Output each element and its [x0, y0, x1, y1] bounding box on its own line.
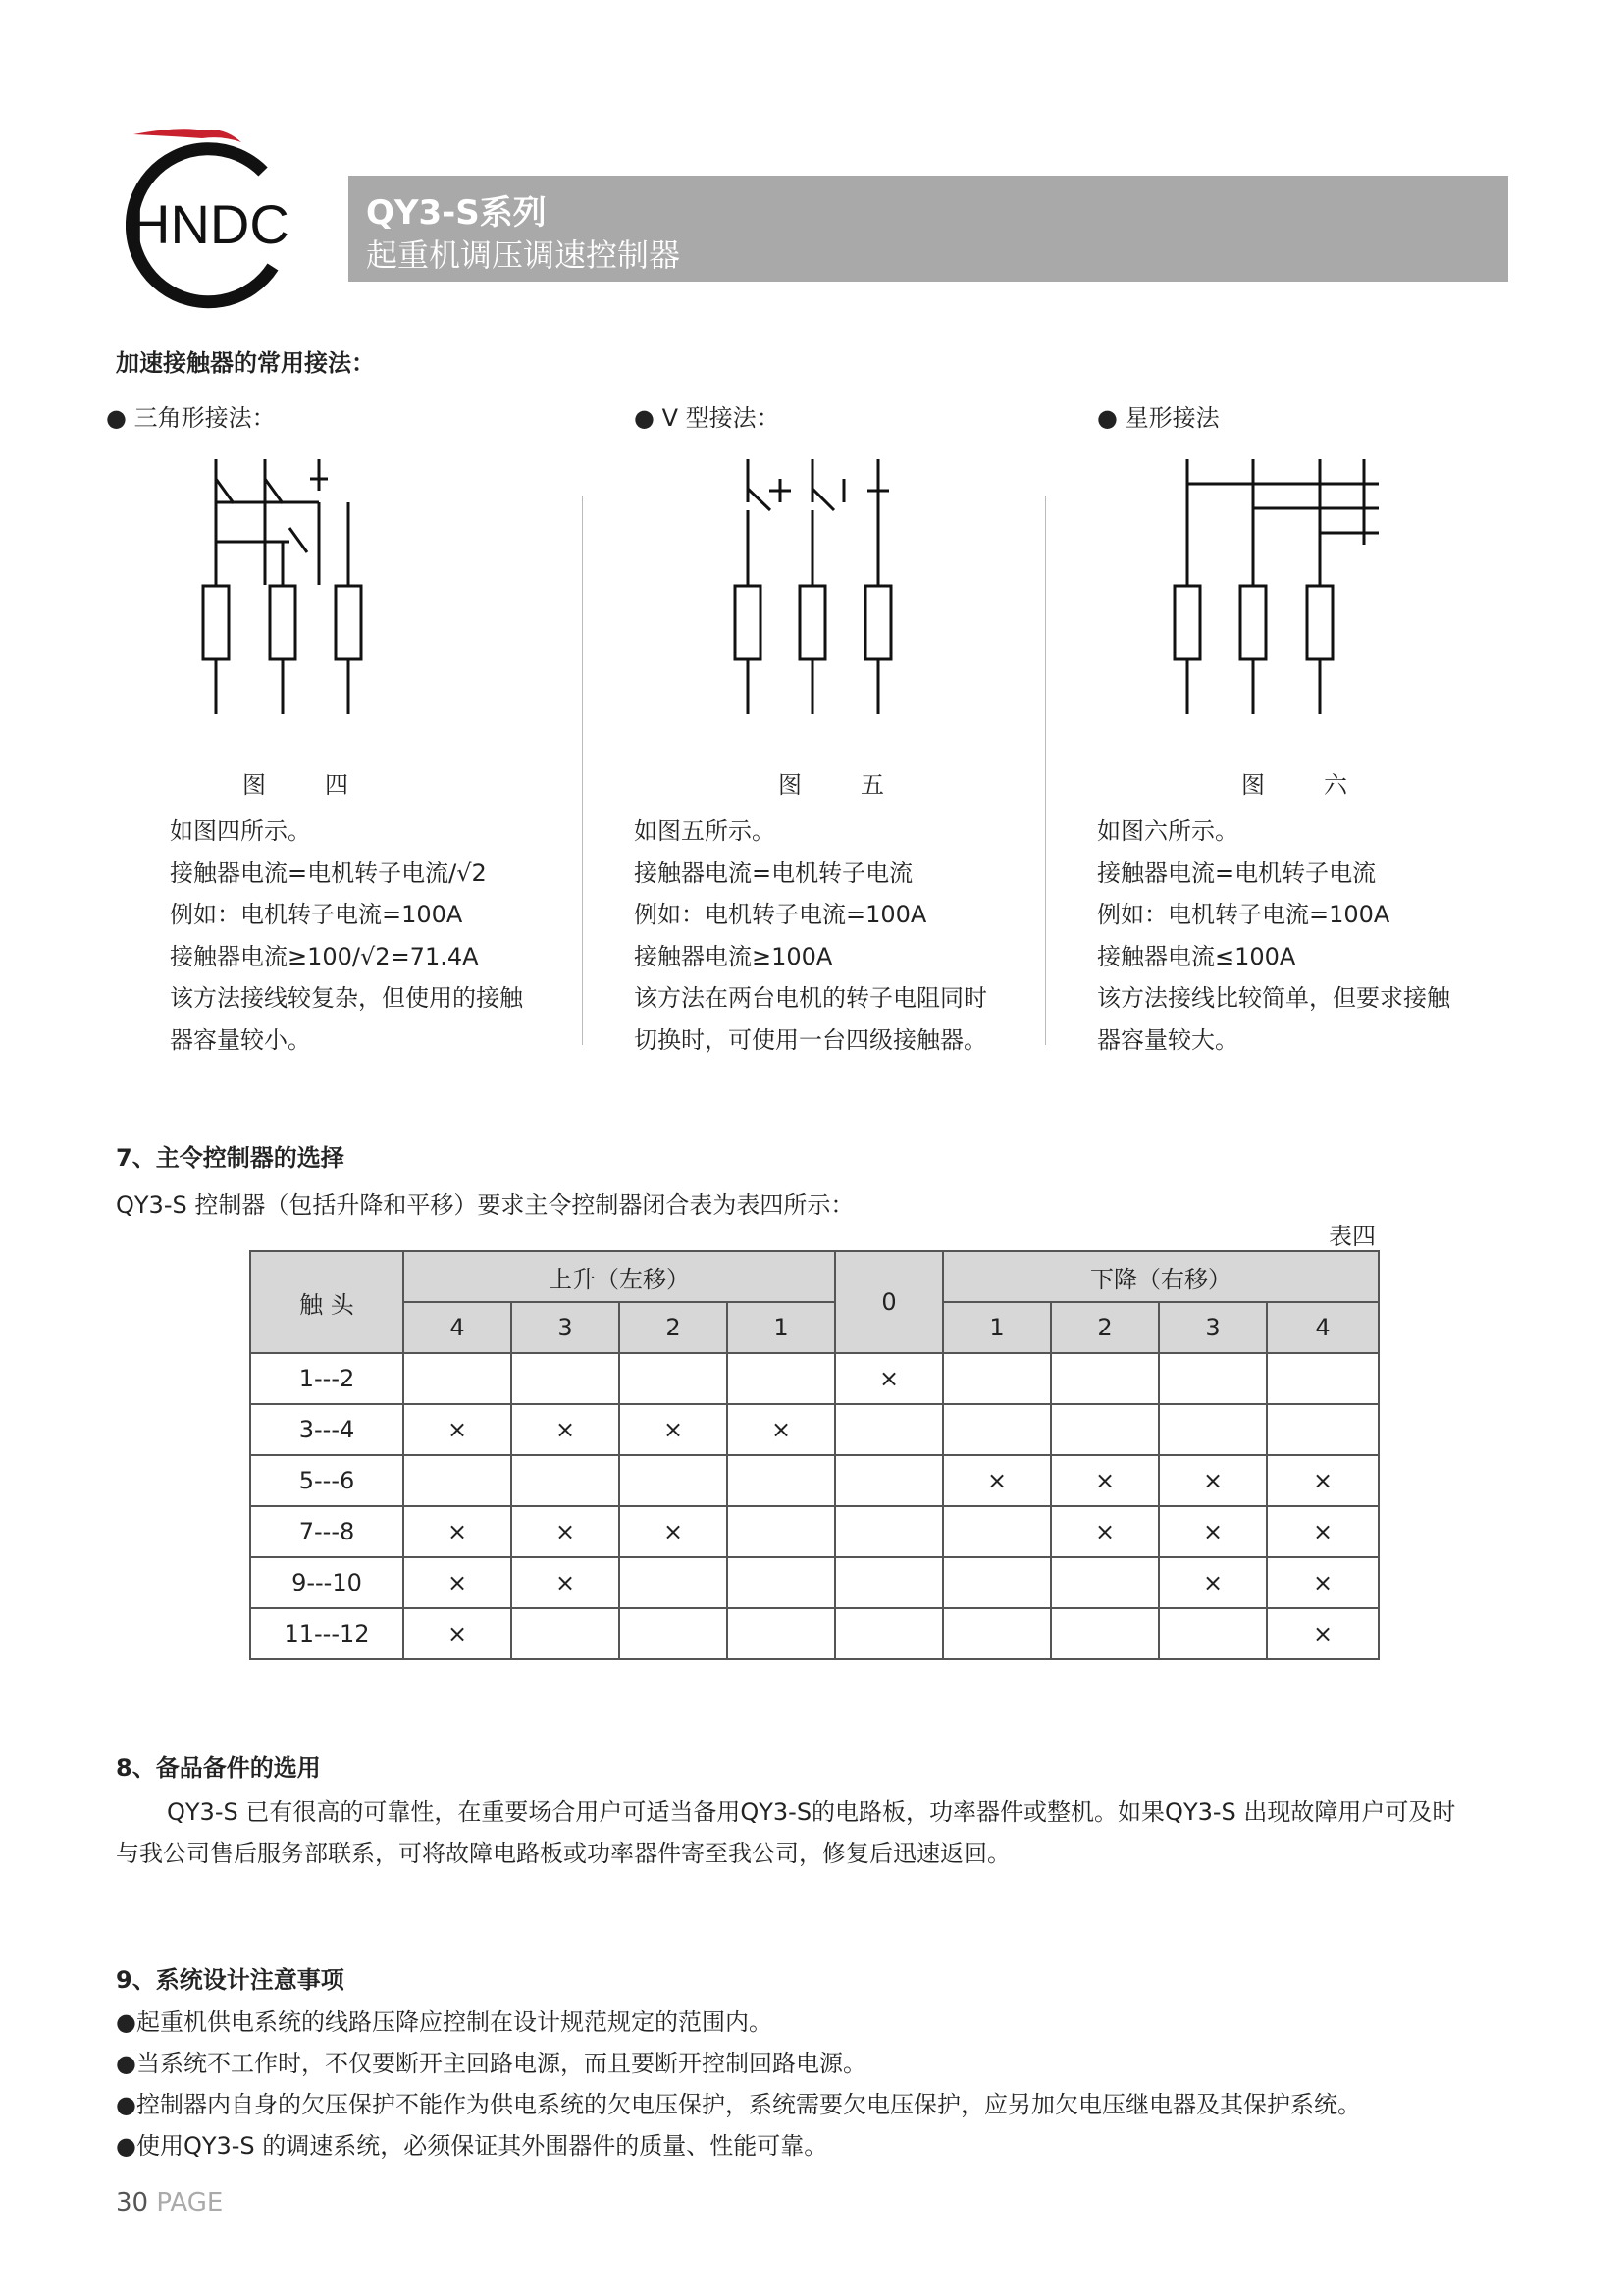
desc-line: 接触器电流=电机转子电流/√2 [170, 859, 487, 887]
table-cell [1051, 1353, 1159, 1404]
page-footer [116, 2188, 223, 2217]
wiring-section-title: 加速接触器的常用接法： [116, 349, 375, 377]
delta-label: ● 三角形接法： [106, 404, 276, 432]
table-row [250, 1353, 1379, 1404]
table-cell [835, 1608, 943, 1659]
table-cell [835, 1404, 943, 1455]
position-header: 4 [1267, 1302, 1379, 1353]
company-logo [126, 118, 307, 309]
table-cell: × [1267, 1455, 1379, 1506]
table-cell [727, 1506, 835, 1557]
section-7-title: 7、主令控制器的选择 [116, 1144, 344, 1172]
v-type-wiring-diagram [726, 451, 903, 718]
list-item: ●起重机供电系统的线路压降应控制在设计规范规定的范围内。 [116, 2008, 772, 2036]
table-cell: × [1159, 1506, 1267, 1557]
down-header: 下降（右移） [943, 1251, 1379, 1302]
table-cell [943, 1353, 1051, 1404]
table-cell [727, 1608, 835, 1659]
position-header: 3 [1159, 1302, 1267, 1353]
table-cell [619, 1353, 727, 1404]
list-item: ●控制器内自身的欠压保护不能作为供电系统的欠电压保护，系统需要欠电压保护，应另加欠电压继电器及其保护系统。 [116, 2091, 1361, 2118]
desc-line: 例如：电机转子电流=100A [170, 901, 463, 928]
position-header: 2 [619, 1302, 727, 1353]
table-cell: × [1267, 1608, 1379, 1659]
figure-6-caption: 图 六 [1241, 771, 1365, 799]
desc-line: 如图四所示。 [170, 817, 311, 845]
v-type-description [634, 810, 987, 1061]
contact-header: 触 头 [250, 1251, 403, 1353]
table-cell [619, 1608, 727, 1659]
table-cell [1051, 1557, 1159, 1608]
table-cell: × [1267, 1506, 1379, 1557]
contact-cell: 9---10 [250, 1557, 403, 1608]
table-cell: × [511, 1506, 619, 1557]
table-cell [727, 1557, 835, 1608]
list-item: ●使用QY3-S 的调速系统，必须保证其外围器件的质量、性能可靠。 [116, 2132, 828, 2160]
table-cell [943, 1608, 1051, 1659]
table-row [250, 1404, 1379, 1455]
column-divider [582, 496, 583, 1045]
section-9-list [116, 2002, 1361, 2166]
table-cell: × [619, 1404, 727, 1455]
product-title: 起重机调压调速控制器 [366, 236, 681, 274]
table-cell [403, 1455, 511, 1506]
table-cell [1267, 1404, 1379, 1455]
position-header: 1 [943, 1302, 1051, 1353]
contact-cell: 7---8 [250, 1506, 403, 1557]
table-cell [403, 1353, 511, 1404]
v-type-label: ● V 型接法： [634, 404, 780, 432]
desc-line: 如图五所示。 [634, 817, 775, 845]
zero-header: 0 [835, 1251, 943, 1353]
table-cell: × [727, 1404, 835, 1455]
table-4-label: 表四 [1329, 1223, 1376, 1250]
figure-5-caption: 图 五 [778, 771, 902, 799]
position-header: 2 [1051, 1302, 1159, 1353]
table-cell [1051, 1404, 1159, 1455]
delta-description [170, 810, 523, 1061]
table-cell [835, 1557, 943, 1608]
desc-line: 接触器电流=电机转子电流 [1097, 859, 1377, 887]
desc-line: 器容量较小。 [170, 1025, 311, 1054]
body-line: QY3-S 已有很高的可靠性，在重要场合用户可适当备用QY3-S的电路板，功率器件或整机。如果QY3-S 出现故障用户可及时 [167, 1799, 1456, 1826]
table-cell [1051, 1608, 1159, 1659]
position-header: 4 [403, 1302, 511, 1353]
table-row [250, 1455, 1379, 1506]
star-wiring-diagram [1168, 451, 1393, 718]
position-header: 1 [727, 1302, 835, 1353]
table-cell [943, 1404, 1051, 1455]
table-cell: × [1159, 1557, 1267, 1608]
table-cell [727, 1353, 835, 1404]
contact-cell: 1---2 [250, 1353, 403, 1404]
table-cell [1267, 1353, 1379, 1404]
table-cell [511, 1455, 619, 1506]
section-7-intro: QY3-S 控制器（包括升降和平移）要求主令控制器闭合表为表四所示： [116, 1191, 855, 1219]
table-cell [619, 1557, 727, 1608]
section-8-body [116, 1792, 1529, 1874]
logo-text: HNDC [131, 193, 289, 255]
table-cell [727, 1455, 835, 1506]
star-label: ● 星形接法 [1097, 404, 1220, 432]
table-cell: × [403, 1404, 511, 1455]
section-8-title: 8、备品备件的选用 [116, 1754, 321, 1782]
up-header: 上升（左移） [403, 1251, 835, 1302]
table-cell: × [835, 1353, 943, 1404]
table-cell [835, 1506, 943, 1557]
table-cell [1159, 1404, 1267, 1455]
desc-line: 接触器电流≤100A [1097, 942, 1296, 970]
list-item: ●当系统不工作时，不仅要断开主回路电源，而且要断开控制回路电源。 [116, 2050, 866, 2077]
table-cell: × [1159, 1455, 1267, 1506]
section-9-title: 9、系统设计注意事项 [116, 1966, 344, 1994]
table-cell: × [1051, 1455, 1159, 1506]
header-banner [348, 176, 1508, 282]
table-cell: × [403, 1506, 511, 1557]
figure-4-caption: 图 四 [242, 771, 366, 799]
desc-line: 切换时，可使用一台四级接触器。 [634, 1025, 987, 1054]
desc-line: 接触器电流≥100/√2=71.4A [170, 942, 479, 970]
delta-wiring-diagram [196, 451, 373, 718]
table-cell [943, 1557, 1051, 1608]
table-row [250, 1506, 1379, 1557]
table-cell: × [1051, 1506, 1159, 1557]
contact-cell: 11---12 [250, 1608, 403, 1659]
table-cell [835, 1455, 943, 1506]
table-cell: × [511, 1404, 619, 1455]
table-cell [619, 1455, 727, 1506]
desc-line: 接触器电流≥100A [634, 942, 833, 970]
desc-line: 例如：电机转子电流=100A [634, 901, 927, 928]
desc-line: 例如：电机转子电流=100A [1097, 901, 1390, 928]
table-row [250, 1608, 1379, 1659]
table-cell: × [943, 1455, 1051, 1506]
table-row [250, 1557, 1379, 1608]
table-cell: × [619, 1506, 727, 1557]
table-cell: × [511, 1557, 619, 1608]
contact-cell: 3---4 [250, 1404, 403, 1455]
table-cell [943, 1506, 1051, 1557]
table-cell [511, 1353, 619, 1404]
series-title: QY3-S系列 [366, 193, 547, 233]
column-divider [1045, 496, 1046, 1045]
desc-line: 该方法接线比较简单，但要求接触 [1097, 984, 1450, 1012]
page-label: PAGE [156, 2188, 224, 2217]
table-cell [511, 1608, 619, 1659]
body-line: 与我公司售后服务部联系，可将故障电路板或功率器件寄至我公司，修复后迅速返回。 [116, 1840, 1011, 1867]
table-cell: × [1267, 1557, 1379, 1608]
desc-line: 接触器电流=电机转子电流 [634, 859, 914, 887]
desc-line: 该方法接线较复杂，但使用的接触 [170, 984, 523, 1012]
table-cell: × [403, 1557, 511, 1608]
table-cell [1159, 1353, 1267, 1404]
position-header: 3 [511, 1302, 619, 1353]
contact-cell: 5---6 [250, 1455, 403, 1506]
page-number: 30 [116, 2188, 149, 2217]
star-description [1097, 810, 1450, 1061]
desc-line: 该方法在两台电机的转子电阻同时 [634, 984, 987, 1012]
desc-line: 如图六所示。 [1097, 817, 1238, 845]
controller-closing-table [249, 1250, 1380, 1660]
table-cell: × [403, 1608, 511, 1659]
desc-line: 器容量较大。 [1097, 1025, 1238, 1054]
table-cell [1159, 1608, 1267, 1659]
